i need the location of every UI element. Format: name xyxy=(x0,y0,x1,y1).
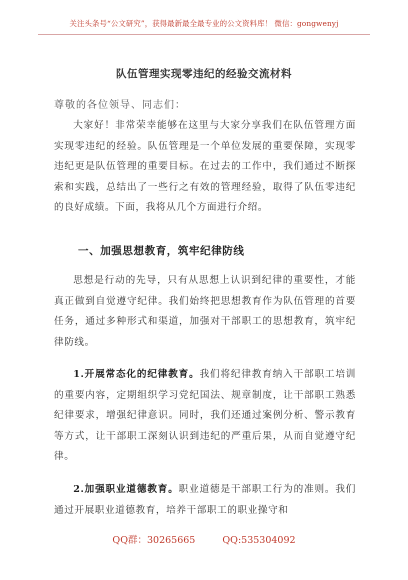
section-paragraph: 思想是行动的先导，只有从思想上认识到纪律的重要性，才能真正做到自觉遵守纪律。我们始终把思想教育作为队伍管理的首要任务，通过多种形式和渠道，加强对干部职工的思想教育，筑牢纪律防线。 xyxy=(54,275,356,348)
item-paragraph-1 xyxy=(54,365,356,468)
item-paragraph-2 xyxy=(54,480,356,521)
item-lead-1: 1.开展常态化的纪律教育。 xyxy=(73,369,200,380)
header-divider xyxy=(38,34,370,35)
footer-contact xyxy=(0,532,408,546)
item-lead-2: 2.加强职业道德教育。 xyxy=(73,484,179,495)
footer-qq-group: QQ群：30265665 xyxy=(112,535,196,546)
section-heading: 一、加强思想教育，筑牢纪律防线 xyxy=(78,245,245,257)
item-body-2: 职业道德是干部职工行为的准则。我们通过开展职业道德教育，培养干部职工的职业操守和 xyxy=(54,484,356,516)
document-title: 队伍管理实现零违纪的经验交流材料 xyxy=(116,68,292,80)
greeting: 尊敬的各位领导、同志们： xyxy=(54,100,186,111)
footer-qq: QQ:535304092 xyxy=(222,535,296,546)
header-notice: 关注头条号“公文研究”，获得最新最全最专业的公文资料库！ 微信：gongwenyj xyxy=(69,19,339,28)
item-body-1: 我们将纪律教育纳入干部职工培训的重要内容，定期组织学习党纪国法、规章制度，让干部职工熟悉纪律要求，增强纪律意识。同时，我们还通过案例分析、警示教育等方式，让干部职工深刻认识到违纪的严重后果，从而自觉遵守纪律。 xyxy=(54,369,356,462)
intro-paragraph: 大家好！非常荣幸能够在这里与大家分享我们在队伍管理方面实现零违纪的经验。队伍管理是一个单位发展的重要保障，实现零违纪更是队伍管理的重要目标。在过去的工作中，我们通过不断探索和实践，总结出了一些行之有效的管理经验，取得了队伍零违纪的良好成绩。下面，我将从几个方面进行介绍。 xyxy=(54,120,356,213)
